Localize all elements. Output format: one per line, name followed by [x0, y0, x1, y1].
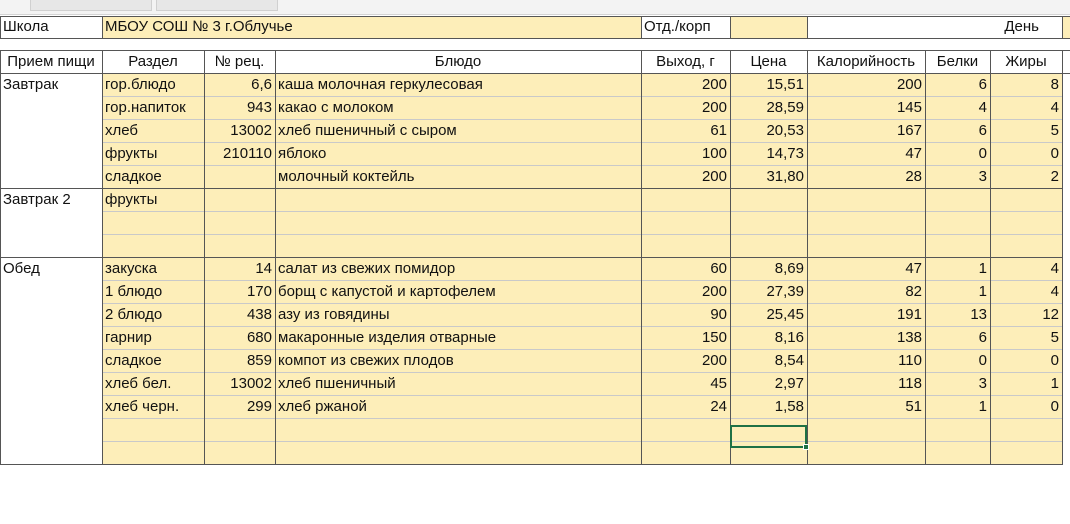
grid-line: [925, 50, 926, 465]
table-cell-recipe[interactable]: 438: [204, 304, 275, 327]
column-header: Цена: [730, 51, 807, 73]
table-cell-dish[interactable]: азу из говядины: [275, 304, 641, 327]
table-cell-protein[interactable]: 3: [925, 373, 990, 396]
table-cell-protein[interactable]: 1: [925, 396, 990, 419]
grid-line: [0, 464, 1062, 465]
table-cell-protein[interactable]: 3: [925, 166, 990, 189]
table-cell-calories[interactable]: 200: [807, 74, 925, 97]
table-cell-section[interactable]: хлеб черн.: [102, 396, 204, 419]
table-cell-recipe[interactable]: [204, 235, 275, 258]
table-cell-section[interactable]: гор.блюдо: [102, 74, 204, 97]
grid-line: [730, 16, 731, 38]
sheet-tabs: [30, 0, 278, 12]
table-cell-weight[interactable]: [641, 189, 730, 212]
table-cell-calories[interactable]: 191: [807, 304, 925, 327]
sheet-tab[interactable]: [30, 0, 152, 11]
table-cell-fat[interactable]: 2: [990, 166, 1062, 189]
table-cell-calories[interactable]: 110: [807, 350, 925, 373]
table-cell-calories[interactable]: [807, 419, 925, 442]
sheet-top-strip: [0, 0, 1070, 15]
grid-line: [990, 50, 991, 465]
table-cell-protein[interactable]: [925, 419, 990, 442]
table-cell-section[interactable]: сладкое: [102, 166, 204, 189]
table-cell-weight[interactable]: 200: [641, 350, 730, 373]
table-cell-recipe[interactable]: 170: [204, 281, 275, 304]
column-header: Жиры: [990, 51, 1062, 73]
table-cell-weight[interactable]: 200: [641, 74, 730, 97]
column-header: Калорийность: [807, 51, 925, 73]
table-cell-calories[interactable]: [807, 212, 925, 235]
table-cell-protein[interactable]: [925, 235, 990, 258]
column-header: Белки: [925, 51, 990, 73]
table-cell-fat[interactable]: 5: [990, 327, 1062, 350]
grid-line: [102, 16, 103, 38]
table-cell-dish[interactable]: [275, 419, 641, 442]
grid-line: [0, 16, 1070, 17]
table-cell-section[interactable]: фрукты: [102, 189, 204, 212]
table-cell-dish[interactable]: [275, 235, 641, 258]
grid-line: [641, 50, 642, 465]
meal-breakfast: Завтрак: [0, 74, 102, 97]
grid-line: [1062, 16, 1063, 38]
grid-line: [0, 16, 1, 38]
table-cell-price[interactable]: 1,58: [730, 396, 807, 419]
table-cell-dish[interactable]: какао с молоком: [275, 97, 641, 120]
table-cell-section[interactable]: 2 блюдо: [102, 304, 204, 327]
table-cell-calories[interactable]: 82: [807, 281, 925, 304]
table-cell-weight[interactable]: 60: [641, 258, 730, 281]
table-cell-price[interactable]: 31,80: [730, 166, 807, 189]
table-cell-fat[interactable]: 0: [990, 350, 1062, 373]
grid-line: [807, 16, 808, 38]
table-cell-protein[interactable]: 6: [925, 120, 990, 143]
table-cell-fat[interactable]: 0: [990, 396, 1062, 419]
table-cell-section[interactable]: гор.напиток: [102, 97, 204, 120]
table-cell-weight[interactable]: [641, 235, 730, 258]
table-cell-calories[interactable]: [807, 442, 925, 465]
table-cell-weight[interactable]: 24: [641, 396, 730, 419]
table-cell-protein[interactable]: 0: [925, 143, 990, 166]
column-header: Раздел: [102, 51, 204, 73]
table-cell-fat[interactable]: [990, 442, 1062, 465]
table-cell-dish[interactable]: молочный коктейль: [275, 166, 641, 189]
table-cell-weight[interactable]: [641, 212, 730, 235]
table-cell-price[interactable]: [730, 189, 807, 212]
table-cell-recipe[interactable]: [204, 189, 275, 212]
table-cell-recipe[interactable]: 13002: [204, 120, 275, 143]
sheet-tab[interactable]: [156, 0, 278, 11]
table-cell-calories[interactable]: 47: [807, 258, 925, 281]
table-cell-dish[interactable]: [275, 442, 641, 465]
table-cell-weight[interactable]: 45: [641, 373, 730, 396]
table-cell-calories[interactable]: 167: [807, 120, 925, 143]
table-cell-recipe[interactable]: 13002: [204, 373, 275, 396]
table-cell-recipe[interactable]: [204, 419, 275, 442]
table-cell-protein[interactable]: 4: [925, 97, 990, 120]
day-field[interactable]: [1062, 16, 1070, 38]
table-cell-dish[interactable]: хлеб пшеничный: [275, 373, 641, 396]
grid-line: [0, 188, 1062, 189]
fill-handle[interactable]: [803, 444, 809, 450]
grid-line: [0, 257, 1062, 258]
table-cell-dish[interactable]: хлеб пшеничный с сыром: [275, 120, 641, 143]
table-cell-price[interactable]: 8,69: [730, 258, 807, 281]
table-cell-price[interactable]: 28,59: [730, 97, 807, 120]
table-cell-section[interactable]: закуска: [102, 258, 204, 281]
grid-line: [0, 50, 1070, 51]
table-cell-section[interactable]: сладкое: [102, 350, 204, 373]
table-cell-protein[interactable]: [925, 212, 990, 235]
table-cell-price[interactable]: 8,16: [730, 327, 807, 350]
spacer-cell: [807, 16, 992, 38]
table-cell-calories[interactable]: 138: [807, 327, 925, 350]
table-cell-recipe[interactable]: 14: [204, 258, 275, 281]
table-cell-section[interactable]: [102, 419, 204, 442]
grid-line: [1062, 50, 1063, 465]
table-cell-recipe[interactable]: 6,6: [204, 74, 275, 97]
column-header: Выход, г: [641, 51, 730, 73]
table-cell-recipe[interactable]: [204, 212, 275, 235]
table-cell-fat[interactable]: [990, 189, 1062, 212]
table-cell-weight[interactable]: [641, 419, 730, 442]
school-name-field[interactable]: МБОУ СОШ № 3 г.Облучье: [102, 16, 641, 38]
table-cell-section[interactable]: гарнир: [102, 327, 204, 350]
table-cell-fat[interactable]: 1: [990, 373, 1062, 396]
grid-line: [204, 50, 205, 465]
table-cell-dish[interactable]: яблоко: [275, 143, 641, 166]
table-cell-fat[interactable]: 4: [990, 97, 1062, 120]
table-cell-protein[interactable]: 6: [925, 327, 990, 350]
dept-field[interactable]: [730, 16, 807, 38]
table-cell-dish[interactable]: каша молочная геркулесовая: [275, 74, 641, 97]
column-header: № рец.: [204, 51, 275, 73]
table-cell-section[interactable]: хлеб: [102, 120, 204, 143]
school-label: Школа: [0, 16, 102, 38]
table-cell-protein[interactable]: 0: [925, 350, 990, 373]
table-cell-price[interactable]: 15,51: [730, 74, 807, 97]
grid-line: [730, 50, 731, 465]
table-cell-fat[interactable]: 4: [990, 258, 1062, 281]
table-cell-weight[interactable]: 90: [641, 304, 730, 327]
table-cell-price[interactable]: 14,73: [730, 143, 807, 166]
meal-breakfast-2: Завтрак 2: [0, 189, 102, 212]
table-cell-section[interactable]: [102, 235, 204, 258]
table-cell-calories[interactable]: [807, 189, 925, 212]
column-header: Блюдо: [275, 51, 641, 73]
grid-line: [0, 38, 1070, 39]
table-cell-calories[interactable]: 28: [807, 166, 925, 189]
table-cell-recipe[interactable]: 299: [204, 396, 275, 419]
table-cell-protein[interactable]: 1: [925, 258, 990, 281]
table-cell-fat[interactable]: 0: [990, 143, 1062, 166]
table-cell-calories[interactable]: 118: [807, 373, 925, 396]
column-header: Прием пищи: [0, 51, 102, 73]
meal-lunch: Обед: [0, 258, 102, 281]
table-cell-calories[interactable]: 47: [807, 143, 925, 166]
table-cell-recipe[interactable]: [204, 166, 275, 189]
table-cell-price[interactable]: 2,97: [730, 373, 807, 396]
table-cell-dish[interactable]: борщ с капустой и картофелем: [275, 281, 641, 304]
table-cell-protein[interactable]: 1: [925, 281, 990, 304]
table-cell-weight[interactable]: 61: [641, 120, 730, 143]
table-cell-protein[interactable]: 13: [925, 304, 990, 327]
day-label: День: [992, 16, 1042, 38]
table-cell-dish[interactable]: компот из свежих плодов: [275, 350, 641, 373]
grid-line: [641, 16, 642, 38]
table-cell-price[interactable]: [730, 212, 807, 235]
table-cell-fat[interactable]: [990, 212, 1062, 235]
table-cell-section[interactable]: хлеб бел.: [102, 373, 204, 396]
table-cell-fat[interactable]: 8: [990, 74, 1062, 97]
table-cell-fat[interactable]: 4: [990, 281, 1062, 304]
dept-label: Отд./корп: [641, 16, 730, 38]
table-cell-calories[interactable]: 51: [807, 396, 925, 419]
table-cell-price[interactable]: 8,54: [730, 350, 807, 373]
table-cell-fat[interactable]: [990, 419, 1062, 442]
table-cell-fat[interactable]: 12: [990, 304, 1062, 327]
table-cell-section[interactable]: [102, 212, 204, 235]
table-cell-recipe[interactable]: 210110: [204, 143, 275, 166]
grid-line: [275, 50, 276, 465]
table-cell-calories[interactable]: [807, 235, 925, 258]
table-cell-price[interactable]: [730, 235, 807, 258]
table-cell-dish[interactable]: салат из свежих помидор: [275, 258, 641, 281]
table-cell-recipe[interactable]: [204, 442, 275, 465]
table-cell-weight[interactable]: 200: [641, 281, 730, 304]
table-cell-weight[interactable]: [641, 442, 730, 465]
table-cell-dish[interactable]: макаронные изделия отварные: [275, 327, 641, 350]
table-cell-weight[interactable]: 150: [641, 327, 730, 350]
table-cell-protein[interactable]: [925, 189, 990, 212]
grid-line: [0, 50, 1, 465]
table-cell-dish[interactable]: [275, 189, 641, 212]
table-cell-dish[interactable]: [275, 212, 641, 235]
table-cell-dish[interactable]: хлеб ржаной: [275, 396, 641, 419]
table-cell-section[interactable]: фрукты: [102, 143, 204, 166]
table-cell-fat[interactable]: [990, 235, 1062, 258]
table-cell-calories[interactable]: 145: [807, 97, 925, 120]
table-cell-weight[interactable]: 100: [641, 143, 730, 166]
table-cell-weight[interactable]: 200: [641, 166, 730, 189]
table-cell-price[interactable]: 20,53: [730, 120, 807, 143]
table-cell-price[interactable]: 25,45: [730, 304, 807, 327]
table-cell-recipe[interactable]: 859: [204, 350, 275, 373]
table-cell-protein[interactable]: 6: [925, 74, 990, 97]
table-cell-section[interactable]: 1 блюдо: [102, 281, 204, 304]
grid-line: [102, 50, 103, 465]
table-cell-protein[interactable]: [925, 442, 990, 465]
table-cell-weight[interactable]: 200: [641, 97, 730, 120]
table-cell-section[interactable]: [102, 442, 204, 465]
selected-cell[interactable]: [730, 425, 807, 448]
table-cell-fat[interactable]: 5: [990, 120, 1062, 143]
table-cell-price[interactable]: 27,39: [730, 281, 807, 304]
grid-line: [807, 50, 808, 465]
table-cell-recipe[interactable]: 943: [204, 97, 275, 120]
table-cell-recipe[interactable]: 680: [204, 327, 275, 350]
